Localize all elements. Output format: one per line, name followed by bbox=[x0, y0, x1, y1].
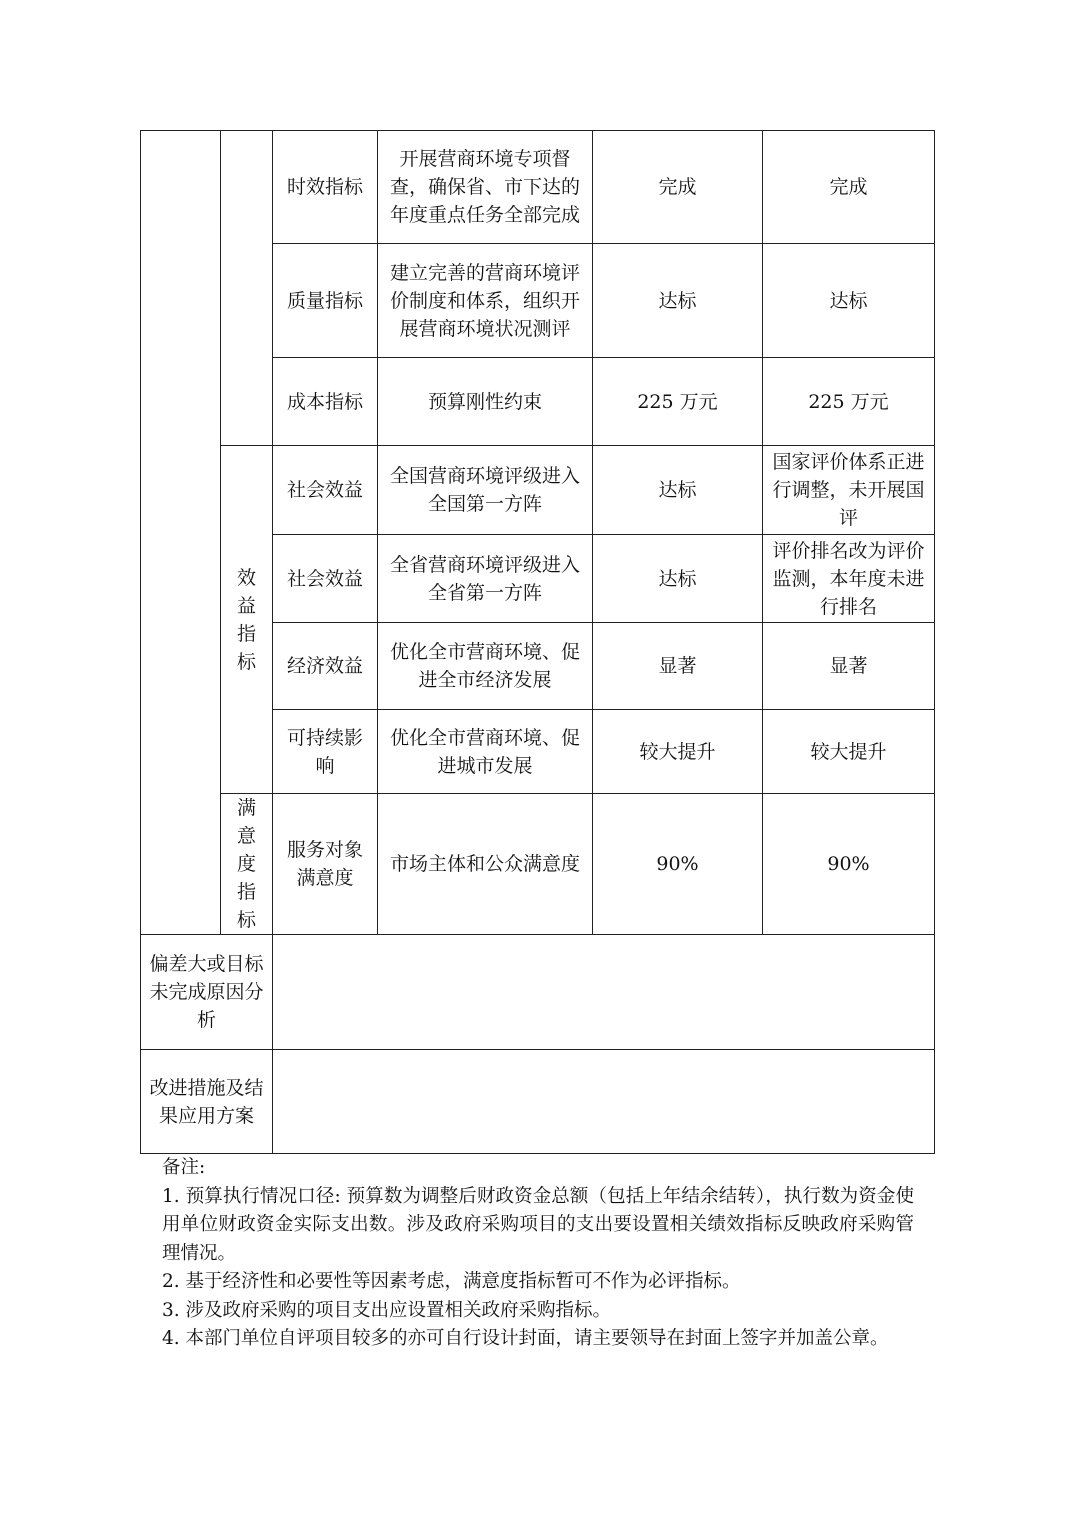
actual-cell: 达标 bbox=[763, 244, 935, 358]
table-row bbox=[141, 1050, 935, 1154]
notes-section bbox=[162, 1154, 914, 1354]
note-item: 4. 本部门单位自评项目较多的亦可自行设计封面，请主要领导在封面上签字并加盖公章。 bbox=[162, 1328, 889, 1349]
satisfaction-group-cell bbox=[221, 794, 273, 935]
indicator-cell: 可持续影响 bbox=[273, 710, 378, 794]
performance-table bbox=[140, 130, 935, 1154]
indicator-cell: 服务对象满意度 bbox=[273, 794, 378, 935]
note-item: 3. 涉及政府采购的项目支出应设置相关政府采购指标。 bbox=[162, 1299, 612, 1321]
content-cell: 全省营商环境评级进入全省第一方阵 bbox=[378, 535, 593, 623]
outer-category-cell bbox=[141, 131, 221, 935]
note-item: 2. 基于经济性和必要性等因素考虑，满意度指标暂可不作为必评指标。 bbox=[162, 1271, 741, 1292]
table-row bbox=[141, 794, 935, 935]
actual-cell: 评价排名改为评价监测，本年度未进行排名 bbox=[763, 535, 935, 623]
target-cell: 225 万元 bbox=[593, 358, 763, 446]
content-cell: 全国营商环境评级进入全国第一方阵 bbox=[378, 446, 593, 535]
indicator-cell: 质量指标 bbox=[273, 244, 378, 358]
actual-cell: 90% bbox=[763, 794, 935, 935]
indicator-cell: 成本指标 bbox=[273, 358, 378, 446]
indicator-cell: 经济效益 bbox=[273, 623, 378, 710]
target-cell: 完成 bbox=[593, 131, 763, 244]
actual-cell: 225 万元 bbox=[763, 358, 935, 446]
actual-cell: 较大提升 bbox=[763, 710, 935, 794]
table-row bbox=[141, 131, 935, 244]
output-group-cell bbox=[221, 131, 273, 446]
target-cell: 达标 bbox=[593, 446, 763, 535]
target-cell: 显著 bbox=[593, 623, 763, 710]
target-cell: 达标 bbox=[593, 535, 763, 623]
content-cell: 优化全市营商环境、促进城市发展 bbox=[378, 710, 593, 794]
notes-title: 备注: bbox=[162, 1157, 206, 1178]
actual-cell: 国家评价体系正进行调整，未开展国评 bbox=[763, 446, 935, 535]
efficiency-group-label: 效益指标 bbox=[236, 566, 256, 673]
indicator-cell: 社会效益 bbox=[273, 535, 378, 623]
actual-cell: 显著 bbox=[763, 623, 935, 710]
target-cell: 较大提升 bbox=[593, 710, 763, 794]
indicator-cell: 社会效益 bbox=[273, 446, 378, 535]
content-cell: 市场主体和公众满意度 bbox=[378, 794, 593, 935]
content-cell: 开展营商环境专项督查，确保省、市下达的年度重点任务全部完成 bbox=[378, 131, 593, 244]
deviation-label-cell: 偏差大或目标未完成原因分析 bbox=[141, 935, 273, 1050]
actual-cell: 完成 bbox=[763, 131, 935, 244]
target-cell: 90% bbox=[593, 794, 763, 935]
satisfaction-group-label: 满意度指标 bbox=[236, 797, 256, 931]
table-row bbox=[141, 935, 935, 1050]
content-cell: 优化全市营商环境、促进全市经济发展 bbox=[378, 623, 593, 710]
improvement-label-cell: 改进措施及结果应用方案 bbox=[141, 1050, 273, 1154]
content-cell: 预算刚性约束 bbox=[378, 358, 593, 446]
efficiency-group-cell bbox=[221, 446, 273, 794]
improvement-value-cell bbox=[273, 1050, 935, 1154]
content-cell: 建立完善的营商环境评价制度和体系，组织开展营商环境状况测评 bbox=[378, 244, 593, 358]
indicator-cell: 时效指标 bbox=[273, 131, 378, 244]
table-row bbox=[141, 446, 935, 535]
deviation-value-cell bbox=[273, 935, 935, 1050]
target-cell: 达标 bbox=[593, 244, 763, 358]
note-item: 1. 预算执行情况口径: 预算数为调整后财政资金总额（包括上年结余结转），执行数为资金使用单位财政资金实际支出数。涉及政府采购项目的支出要设置相关绩效指标反映政府采购管理情况。 bbox=[162, 1185, 914, 1264]
